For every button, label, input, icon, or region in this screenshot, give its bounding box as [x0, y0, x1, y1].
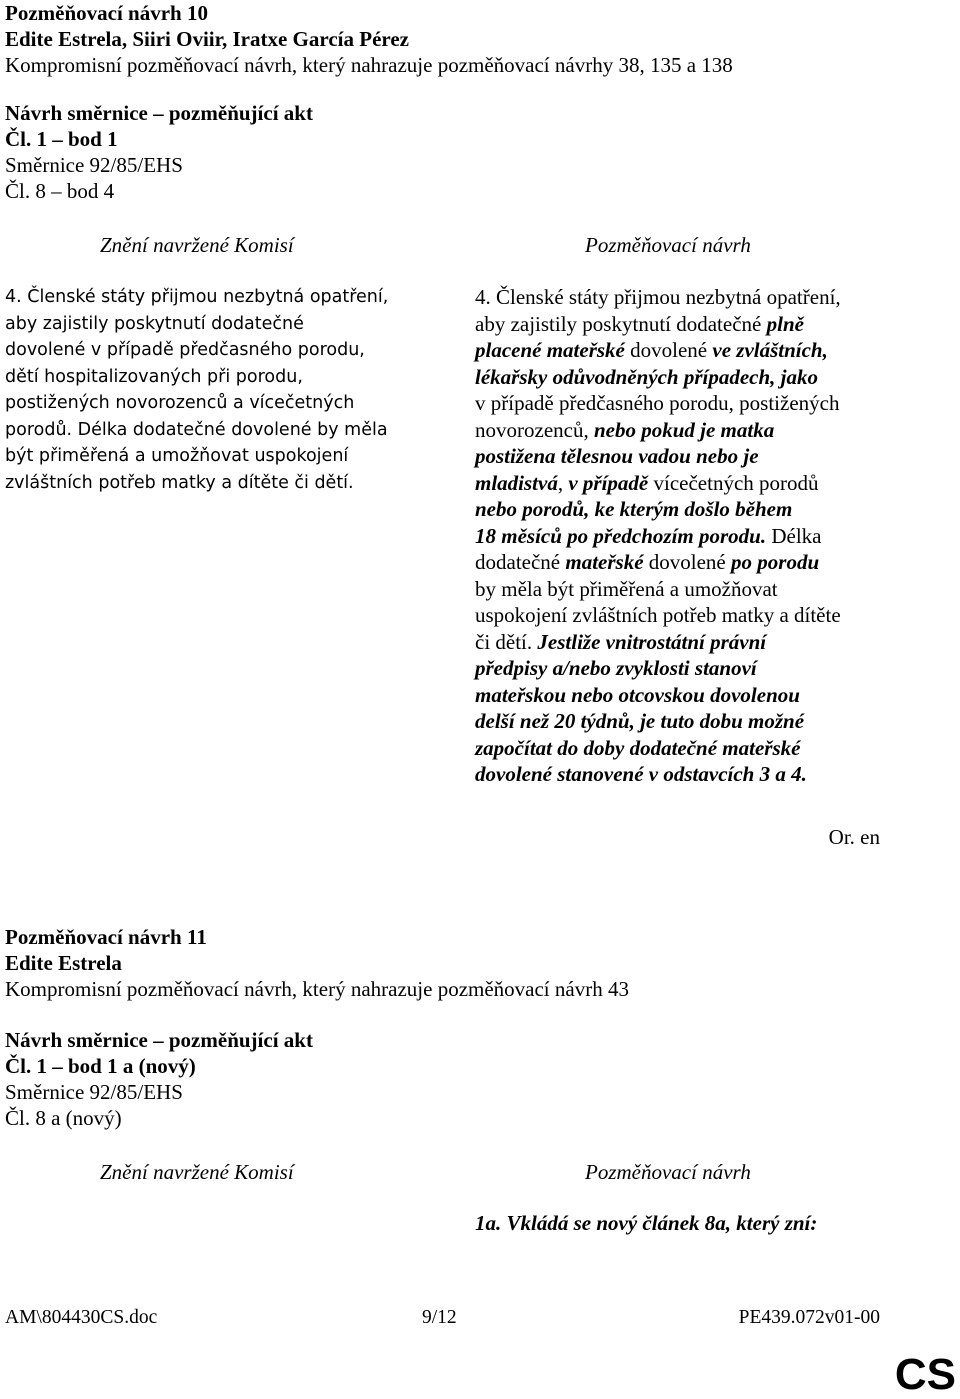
amendment-10-authors: Edite Estrela, Siiri Oviir, Iratxe García Pérez	[5, 27, 409, 51]
inserted-text: placené mateřské	[475, 338, 625, 362]
amendment-line: dovolené stanovené v odstavcích 3 a 4.	[475, 762, 807, 786]
inserted-text: nebo pokud je matka	[593, 417, 775, 442]
amendment-11-proposal-type: Návrh směrnice – pozměňující akt	[5, 1028, 313, 1052]
amendment-line	[475, 284, 945, 311]
commission-line: postižených novorozenců a vícečetných	[5, 393, 355, 413]
language-code: CS	[894, 1350, 956, 1399]
amendment-11-header	[5, 924, 629, 1002]
amendment-10-compromise: Kompromisní pozměňovací návrh, který nahrazuje pozměňovací návrhy 38, 135 a 138	[5, 53, 733, 77]
amendment-line: započítat do doby dodatečné mateřské	[475, 735, 801, 760]
text-run: 4. Členské státy přijmou nezbytná opatření,	[475, 285, 841, 309]
inserted-text: po porodu	[731, 550, 820, 574]
amendment-10-title: Pozměňovací návrh 10	[5, 1, 208, 25]
amendment-line: předpisy a/nebo zvyklosti stanoví	[475, 656, 757, 680]
inserted-text: Jestliže vnitrostátní právní	[537, 629, 767, 654]
text-run: dovolené	[643, 550, 732, 574]
inserted-text: 18 měsíců po předchozím porodu.	[475, 523, 767, 548]
page-number: 9/12	[422, 1307, 457, 1328]
amendment-line: delší než 20 týdnů, je tuto dobu možné	[475, 709, 805, 733]
amendment-line	[475, 337, 945, 364]
amendment-line	[475, 523, 945, 550]
commission-line: 4. Členské státy přijmou nezbytná opatření,	[5, 287, 389, 307]
amendment-line	[475, 417, 945, 444]
amendment-11-text: 1a. Vkládá se nový článek 8a, který zní:	[475, 1211, 818, 1235]
inserted-text: plně	[766, 311, 804, 336]
amendment-line: lékařsky odůvodněných případech, jako	[475, 364, 818, 389]
amendment-line: uspokojení zvláštních potřeb matky a dítěte	[475, 603, 841, 627]
amendment-11-reference	[5, 1027, 313, 1131]
commission-line: dovolené v případě předčasného porodu,	[5, 340, 365, 360]
amendment-line: postižena tělesnou vadou nebo je	[475, 444, 759, 468]
amendment-10-proposal-type: Návrh směrnice – pozměňující akt	[5, 101, 313, 125]
text-run: vícečetných porodů	[648, 470, 819, 495]
amendment-10-article: Čl. 1 – bod 1	[5, 127, 118, 151]
amendment-line: by měla být přiměřená a umožňovat	[475, 576, 778, 601]
amendment-11-authors: Edite Estrela	[5, 951, 122, 975]
amendment-text	[475, 284, 945, 788]
text-run: či dětí.	[475, 629, 538, 654]
original-language: Or. en	[828, 825, 880, 849]
amendment-11-compromise: Kompromisní pozměňovací návrh, který nahrazuje pozměňovací návrh 43	[5, 977, 629, 1001]
amendment-line: nebo porodů, ke kterým došlo během	[475, 497, 793, 521]
commission-text	[5, 284, 445, 496]
amendment-11-title: Pozměňovací návrh 11	[5, 925, 207, 949]
amendment-line	[475, 629, 945, 656]
amendment-10-left-header: Znění navržené Komisí	[100, 233, 294, 257]
amendment-11-article: Čl. 1 – bod 1 a (nový)	[5, 1054, 196, 1078]
amendment-11-article-ref: Čl. 8 a (nový)	[5, 1106, 122, 1130]
text-run: Délka	[766, 523, 822, 548]
inserted-text: ve zvláštních,	[712, 338, 828, 362]
text-run: ,	[557, 470, 569, 495]
amendment-line	[475, 470, 945, 497]
commission-line: aby zajistily poskytnutí dodatečné	[5, 313, 304, 334]
amendment-11-left-header: Znění navržené Komisí	[100, 1160, 294, 1184]
amendment-line: mateřskou nebo otcovskou dovolenou	[475, 682, 800, 707]
text-run: novorozenců,	[475, 417, 594, 442]
inserted-text: mateřské	[565, 550, 644, 574]
amendment-10-header	[5, 0, 733, 78]
commission-line: být přiměřená a umožňovat uspokojení	[5, 446, 349, 466]
commission-line: zvláštních potřeb matky a dítěte či dětí.	[5, 472, 354, 493]
amendment-10-article-ref: Čl. 8 – bod 4	[5, 179, 115, 203]
amendment-line: v případě předčasného porodu, postižených	[475, 391, 840, 415]
inserted-text: v případě	[568, 470, 649, 495]
amendment-line	[475, 311, 945, 338]
text-run: dovolené	[624, 338, 713, 362]
amendment-10-right-header: Pozměňovací návrh	[585, 233, 751, 257]
amendment-11-right-header: Pozměňovací návrh	[585, 1160, 751, 1184]
text-run: aby zajistily poskytnutí dodatečné	[475, 311, 767, 336]
amendment-line	[475, 549, 945, 576]
amendment-10-directive: Směrnice 92/85/EHS	[5, 153, 183, 177]
commission-line: porodů. Délka dodatečné dovolené by měla	[5, 419, 388, 440]
amendment-11-directive: Směrnice 92/85/EHS	[5, 1080, 183, 1104]
doc-reference: AM\804430CS.doc	[5, 1307, 158, 1328]
inserted-text: mladistvá	[475, 470, 558, 495]
amendment-10-reference	[5, 100, 313, 204]
pe-reference: PE439.072v01-00	[738, 1307, 880, 1328]
commission-line: dětí hospitalizovaných při porodu,	[5, 366, 303, 387]
text-run: dodatečné	[475, 550, 566, 574]
